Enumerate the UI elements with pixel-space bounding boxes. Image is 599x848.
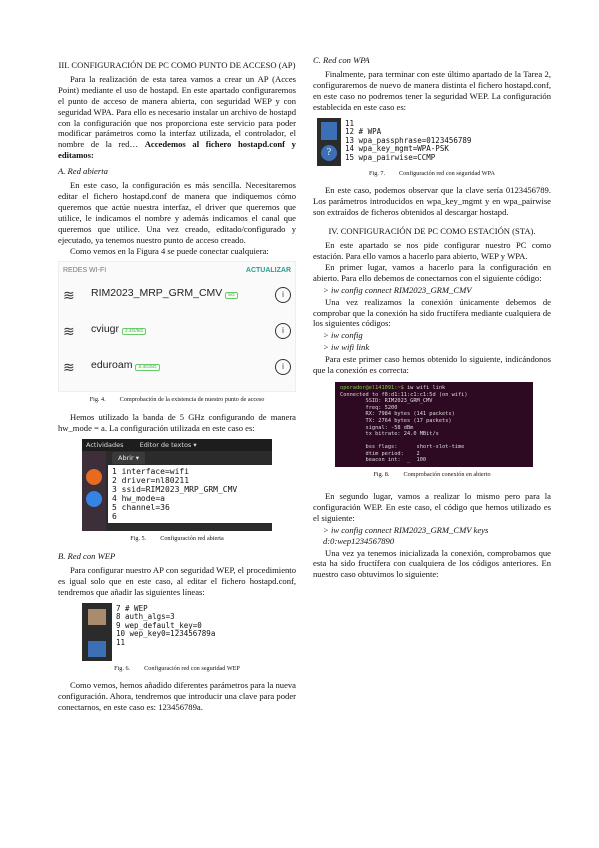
code-line: 13 wpa_passphrase=0123456789	[345, 135, 472, 145]
band-badge: 2.4G/5G	[122, 328, 146, 335]
code-line: 12 # WPA	[345, 127, 382, 137]
figure-8-caption: Fig. 8. Comprobación conexión en abierto	[373, 471, 491, 479]
wifi-network-row[interactable]	[59, 349, 295, 385]
code-line: 11	[116, 637, 126, 647]
top-bar	[82, 439, 272, 451]
wifi-list-figure	[58, 261, 296, 392]
wifi-signal-icon: ≋	[63, 286, 75, 303]
section-4-title: IV. CONFIGURACIÓN DE PC COMO ESTACIÓN (STA).	[328, 226, 536, 237]
figure-4-caption: Fig. 4. Comprobación de la existencia de nuestro punto de acceso	[89, 396, 265, 404]
subsection-a-title: A. Red abierta	[58, 166, 108, 177]
figure-7-caption: Fig. 7. Configuración red con seguridad WPA	[369, 169, 495, 177]
subsection-b-paragraph-2: Como vemos, hemos añadido diferentes parámetros para la nueva configuración. Ahora, tendremos que introducir una clave para poder conectarnos, en este caso es: 123456789a.	[58, 680, 296, 713]
code-line: 10 wep_key0=123456789a	[116, 629, 216, 639]
wifi-header-label: REDES WI-FI	[63, 267, 107, 275]
thunderbird-icon[interactable]	[86, 491, 102, 507]
document-icon[interactable]	[321, 122, 337, 140]
app-menu[interactable]: Editor de textos ▾	[139, 441, 197, 450]
command-line: > iw config connect RIM2023_GRM_CMV	[323, 284, 472, 295]
code-line: 9 wep_default_key=0	[116, 620, 202, 630]
document-icon[interactable]	[88, 641, 106, 657]
subsection-c-title: C. Red con WPA	[313, 55, 370, 65]
section-4-paragraph-2: En primer lugar, vamos a hacerlo para la configuración en abierto. Para ello debemos de conectarnos con el siguiente código:	[313, 261, 551, 283]
code-line: 14 wpa_key_mgmt=WPA-PSK	[345, 144, 449, 154]
info-icon[interactable]: i	[275, 287, 291, 303]
wifi-network-row[interactable]	[59, 277, 295, 313]
folder-icon[interactable]	[88, 609, 106, 625]
section-4-paragraph-4: Para este primer caso hemos obtenido lo siguiente, indicándonos que la conexión es correcta:	[313, 354, 551, 376]
editor-content[interactable]	[341, 118, 547, 166]
wep-editor-figure	[82, 603, 272, 661]
help-icon[interactable]: ?	[321, 145, 337, 161]
code-line: 15 wpa_pairwise=CCMP	[345, 152, 436, 162]
band-paragraph: Hemos utilizado la banda de 5 GHz configurando de manera hw_mode = a. La configuración utilizada en este caso es:	[58, 412, 296, 434]
command-line: > iw wifi link	[323, 342, 370, 353]
right-column	[313, 55, 551, 580]
section-4-paragraph-6: Una vez ya tenemos inicializada la conexión, comprobamos que esta ha sido fructífera con cualquiera de los códigos anteriores. En nuestro caso obtuvimos lo siguiente:	[313, 547, 551, 580]
text-editor-figure	[82, 439, 272, 531]
wifi-network-name: cviugr 2.4G/5G	[91, 324, 275, 338]
code-line: 11	[345, 118, 355, 128]
dock	[82, 451, 106, 531]
code-line: 6	[112, 512, 117, 522]
subsection-b-paragraph: Para configurar nuestro AP con seguridad WEP, el procedimiento es igual solo que en este caso, al editar el fichero hostapd.conf, tendremos que añadir las siguientes líneas:	[58, 564, 296, 597]
terminal-line: beacon int: _ 100	[340, 457, 427, 464]
open-button[interactable]: Abrir ▾	[112, 452, 145, 465]
refresh-button[interactable]: ACTUALIZAR	[245, 267, 291, 275]
subsection-a-paragraph: En este caso, la configuración es más sencilla. Necesitaremos editar el fichero hostapd.conf de manera que indiquemos cómo queremos que actúe nuestra interfaz, el driver que queremos que utilice, le indicamos el nombre y además indicamos el canal que queremos que utilice. Una vez creado, editado/configurado y ejecutado, ya tenemos nuestro punto de acceso creado.	[58, 180, 296, 245]
section-4-paragraph-5: En segundo lugar, vamos a realizar lo mismo pero para la configuración WEP. En este caso, el código que hemos utilizado es el siguiente:	[313, 490, 551, 523]
terminal-line: TX: 2764 bytes (17 packets)	[340, 417, 452, 424]
band-badge: 5G	[225, 292, 237, 299]
band-badge: 2.4G/5G	[135, 364, 159, 371]
figure-5-caption: Fig. 5. Configuración red abierta	[130, 535, 224, 543]
info-icon[interactable]: i	[275, 323, 291, 339]
terminal-line: signal: -58 dBm	[340, 424, 414, 431]
terminal-line: RX: 7984 bytes (141 packets)	[340, 411, 455, 418]
code-line: 5 channel=36	[112, 503, 170, 513]
wifi-network-name: RIM2023_MRP_GRM_CMV 5G	[91, 288, 275, 302]
wifi-network-row[interactable]	[59, 313, 295, 349]
section-4-paragraph: En este apartado se nos pide configurar nuestro PC como estación. Para ello vamos a hacerlo para abierto, WEP y WPA.	[313, 240, 551, 261]
terminal-line: SSID: RIM2023_GRM_CMV	[340, 398, 433, 405]
code-line: 8 auth_algs=3	[116, 612, 175, 622]
editor-content[interactable]	[112, 603, 272, 661]
section-4-paragraph-3: Una vez realizamos la conexión únicamente debemos de comprobar que la conexión ha sido fructífera mediante cualquiera de los siguientes códigos:	[313, 296, 551, 329]
editor-content[interactable]	[108, 465, 272, 523]
section-3-paragraph: Para la realización de esta tarea vamos a crear un AP (Acces Point) mediante el uso de hostapd. En este apartado configuraremos el punto de acceso de manera abierta, con seguridad WEP y con seguridad WPA. Para ello es necesario instalar un archivo de hostapd con la configuración que nos proporciona este servicio para poder modificar parámetros como la interfaz utilizada, el controlador, el nombre de la red… Accedemos al fichero hostapd.conf y editamos:	[58, 73, 296, 161]
left-column	[58, 60, 296, 713]
terminal-line: freq: 5200	[340, 404, 398, 411]
terminal-line: dtim period: 2	[340, 450, 420, 457]
terminal-command: iw wifi link	[403, 384, 446, 391]
activities-label[interactable]: Actividades	[86, 441, 124, 450]
terminal-line: tx bitrate: 24.0 MBit/s	[340, 431, 439, 438]
command-line: > iw config	[323, 330, 363, 341]
wifi-signal-icon: ≋	[63, 358, 75, 375]
subsection-b-title: B. Red con WEP	[58, 550, 116, 561]
subsection-c-paragraph-2: En este caso, podemos observar que la clave sería 0123456789. Los parámetros introducidos en wpa_key_mgmt y en wpa_pairwise son extraídos de ficheros obtenidos al descargar hostapd.	[313, 185, 551, 218]
subsection-c-paragraph: Finalmente, para terminar con este último apartado de la Tarea 2, configuraremos de nuevo de manera distinta el fichero hostapd.conf, en este caso no podremos tener la seguridad WEP. La configuración establecida en este caso es:	[313, 68, 551, 112]
code-line: 3 ssid=RIM2023_MRP_GRM_CMV	[112, 485, 238, 495]
info-icon[interactable]: i	[275, 359, 291, 375]
wifi-signal-icon: ≋	[63, 322, 75, 339]
code-line: 7 # WEP	[116, 603, 148, 613]
wpa-editor-figure	[317, 118, 547, 166]
section-3-title: III. CONFIGURACIÓN DE PC COMO PUNTO DE ACCESO (AP)	[58, 60, 296, 70]
figure-6-caption: Fig. 6. Configuración red con seguridad WEP	[114, 664, 240, 672]
code-line: 4 hw_mode=a	[112, 494, 165, 504]
code-line: 2 driver=nl80211	[112, 476, 190, 486]
terminal-line: Connected to f8:d1:11:c1:c1:5d (on wifi)	[340, 391, 468, 398]
subsection-a-paragraph-2: Como vemos en la Figura 4 se puede conectar cualquiera:	[70, 245, 269, 256]
code-line: 1 interface=wifi	[112, 467, 190, 477]
terminal-prompt: operador@el141091:~$	[340, 384, 404, 391]
command-line: > iw config connect RIM2023_GRM_CMV keys d:0:wep1234567890	[323, 524, 489, 546]
terminal-figure	[335, 382, 533, 467]
wifi-network-name: eduroam 2.4G/5G	[91, 360, 275, 374]
terminal-line: bss flags: short-slot-time	[340, 444, 465, 451]
firefox-icon[interactable]	[86, 469, 102, 485]
